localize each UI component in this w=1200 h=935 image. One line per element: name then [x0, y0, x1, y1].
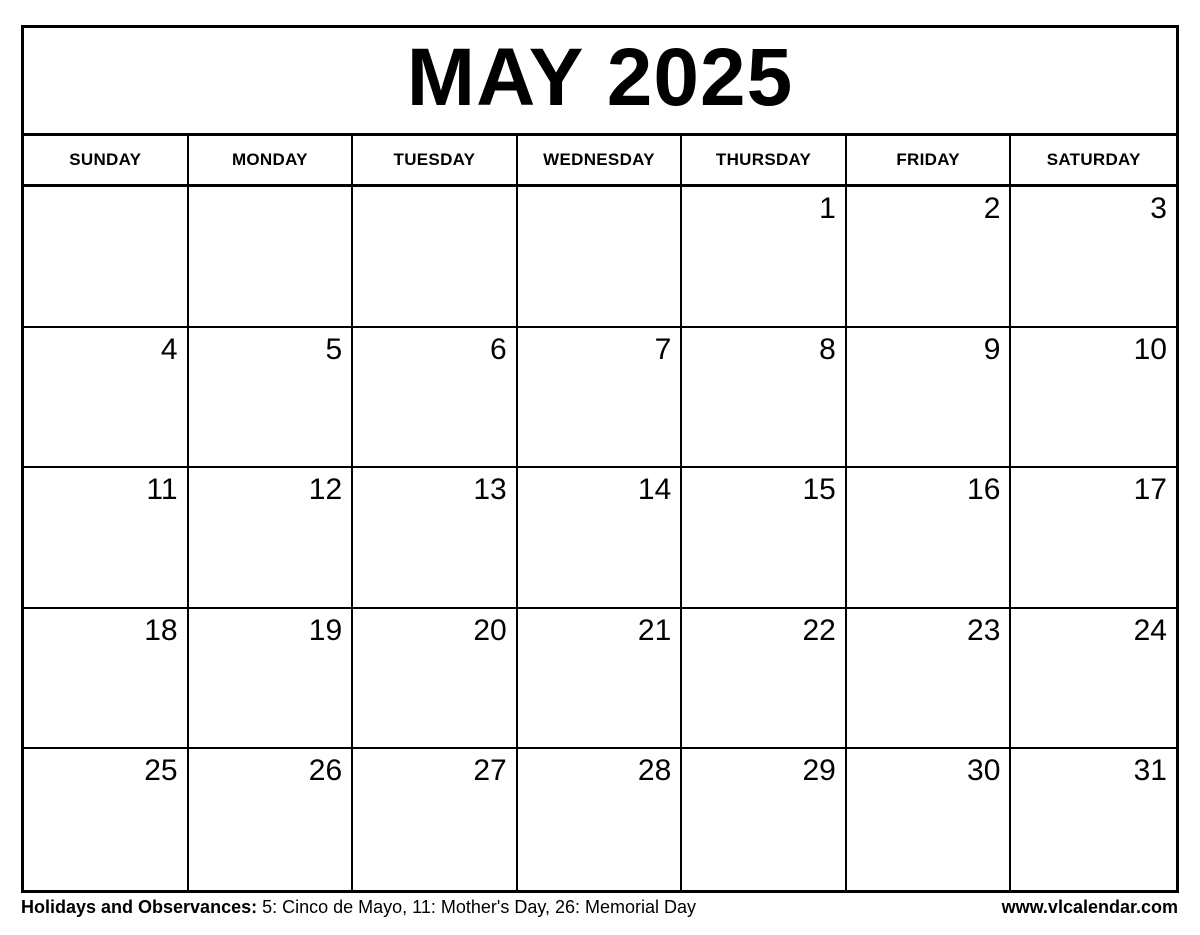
day-cell: 15 [682, 468, 847, 609]
day-cell: 6 [353, 328, 518, 469]
day-cell: 16 [847, 468, 1012, 609]
day-cell [189, 187, 354, 328]
day-cell [518, 187, 683, 328]
holidays-label: Holidays and Observances: [21, 897, 258, 917]
day-cell: 21 [518, 609, 683, 750]
day-cell: 7 [518, 328, 683, 469]
day-cell: 24 [1011, 609, 1176, 750]
day-cell [353, 187, 518, 328]
weekday-header-sunday: SUNDAY [24, 136, 189, 184]
day-cell: 9 [847, 328, 1012, 469]
weekday-header-row [24, 136, 1176, 187]
day-cell: 3 [1011, 187, 1176, 328]
day-cell: 1 [682, 187, 847, 328]
day-cell: 28 [518, 749, 683, 890]
day-cell: 11 [24, 468, 189, 609]
day-cell [24, 187, 189, 328]
day-cell: 25 [24, 749, 189, 890]
holidays-note [21, 896, 696, 918]
day-cell: 10 [1011, 328, 1176, 469]
day-cell: 12 [189, 468, 354, 609]
day-cell: 4 [24, 328, 189, 469]
day-cell: 31 [1133, 754, 1167, 788]
day-cell: 19 [189, 609, 354, 750]
calendar-frame [21, 25, 1179, 893]
day-cell: 13 [353, 468, 518, 609]
day-cell: 2 [847, 187, 1012, 328]
day-cell: 23 [847, 609, 1012, 750]
weekday-header-monday: MONDAY [189, 136, 354, 184]
weekday-header-wednesday: WEDNESDAY [518, 136, 683, 184]
day-cell: 18 [24, 609, 189, 750]
weekday-header-saturday: SATURDAY [1046, 150, 1141, 169]
day-cell: 22 [682, 609, 847, 750]
day-cell: 26 [189, 749, 354, 890]
calendar-title: MAY 2025 [406, 31, 794, 123]
calendar-title-box [24, 28, 1176, 136]
day-cell: 17 [1011, 468, 1176, 609]
day-cell: 29 [682, 749, 847, 890]
day-cell: 14 [518, 468, 683, 609]
day-cell: 5 [189, 328, 354, 469]
website-url: www.vlcalendar.com [1001, 897, 1178, 917]
footer [21, 896, 1178, 918]
day-grid [24, 187, 1176, 890]
day-cell: 30 [847, 749, 1012, 890]
day-cell: 8 [682, 328, 847, 469]
weekday-header-tuesday: TUESDAY [353, 136, 518, 184]
day-cell: 20 [353, 609, 518, 750]
day-cell: 27 [353, 749, 518, 890]
holidays-text: 5: Cinco de Mayo, 11: Mother's Day, 26: Memorial Day [262, 897, 697, 917]
weekday-header-thursday: THURSDAY [682, 136, 847, 184]
weekday-header-friday: FRIDAY [847, 136, 1012, 184]
